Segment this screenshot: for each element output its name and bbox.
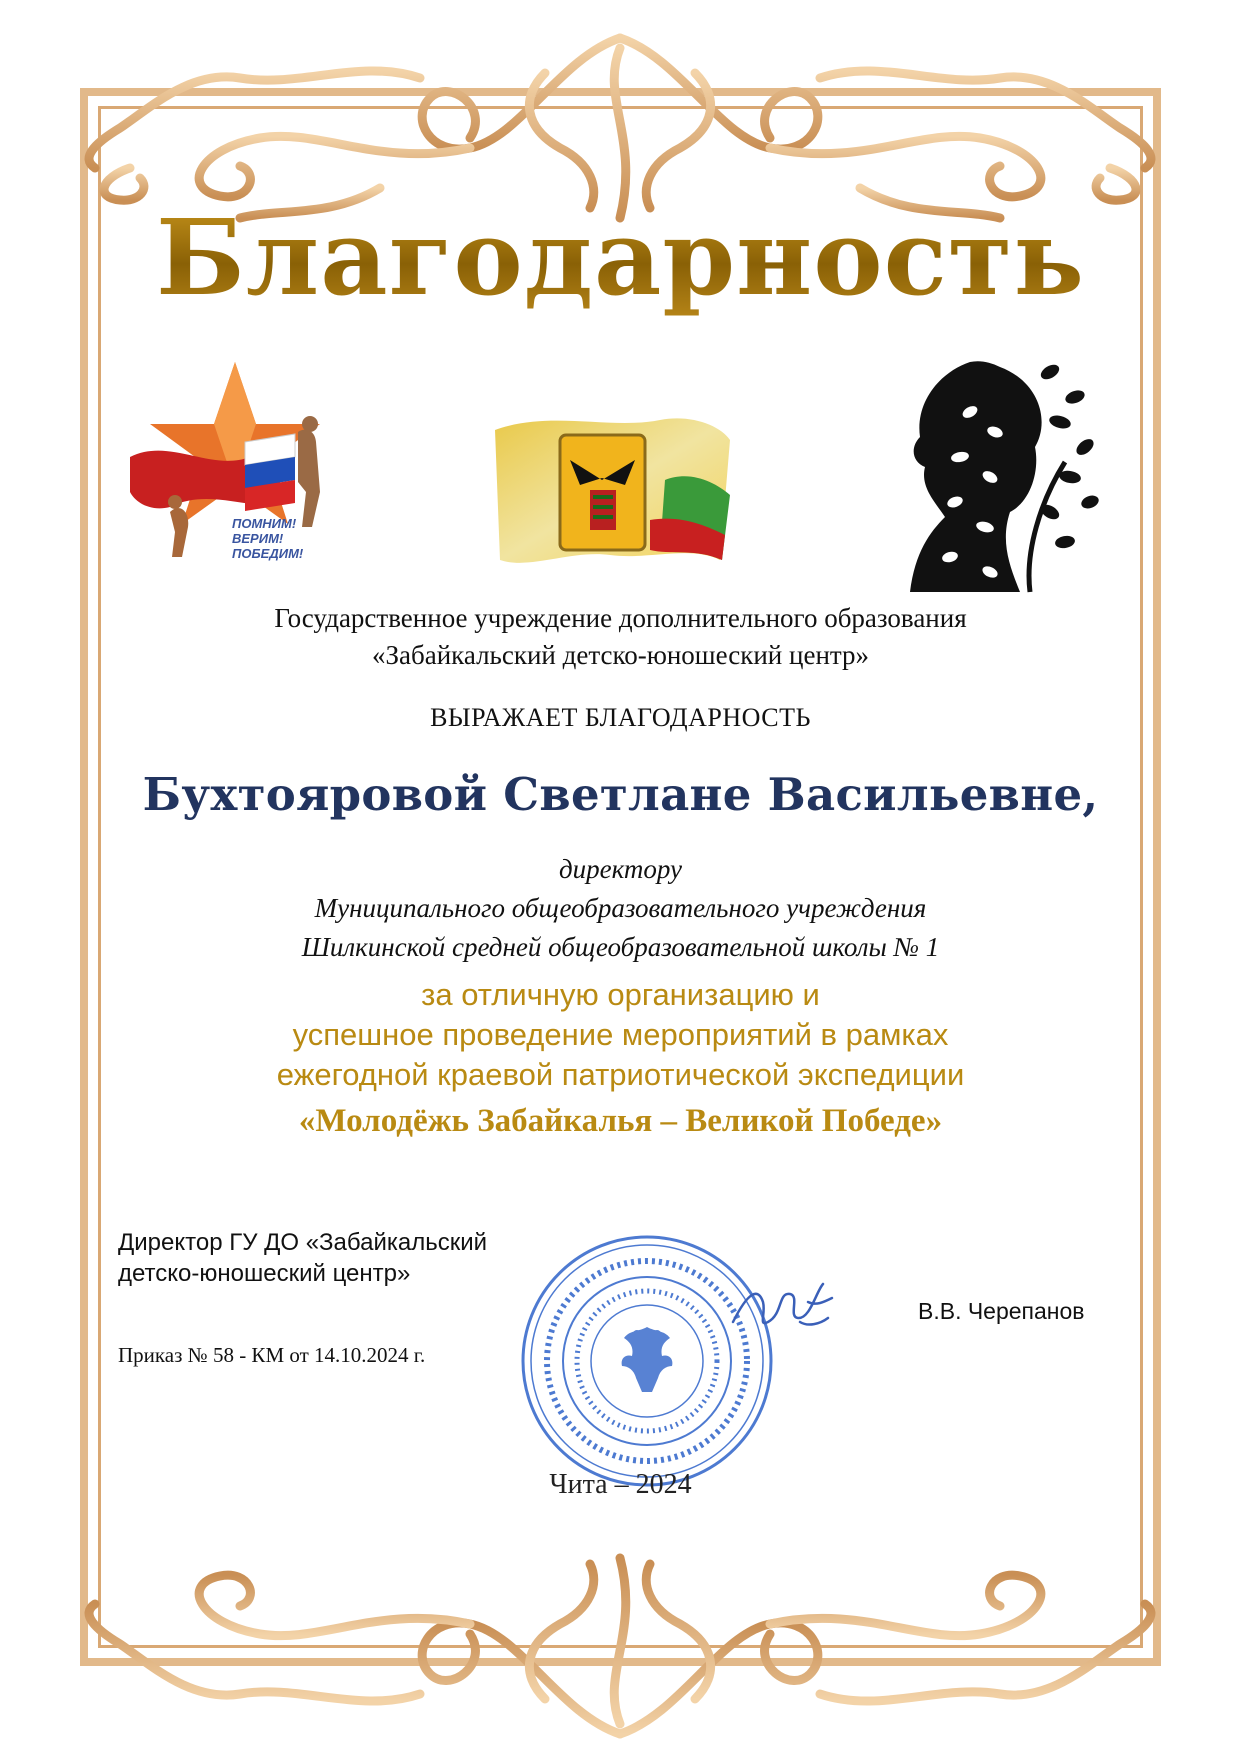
order-reference: Приказ № 58 - КМ от 14.10.2024 г.: [118, 1343, 426, 1367]
signer-title: [118, 1227, 487, 1289]
expedition-name: «Молодёжь Забайкалья – Великой Победе»: [298, 1103, 943, 1139]
logo-caption-line: ПОМНИМ!: [232, 516, 297, 531]
institution-line: Государственное учреждение дополнительного образования: [274, 603, 967, 633]
signer-name: В.В. Черепанов: [918, 1298, 1085, 1324]
signer-title-line: Директор ГУ ДО «Забайкальский: [118, 1229, 488, 1256]
tree-profile-logo-icon: [900, 352, 1100, 600]
reason-line: ежегодной краевой патриотической экспедиции: [276, 1057, 965, 1092]
logo-caption-line: ПОБЕДИМ!: [232, 546, 304, 561]
position-line: Шилкинской средней общеобразовательной школы № 1: [301, 932, 940, 962]
handwritten-signature-icon: [728, 1272, 838, 1342]
institution-line: «Забайкальский детско-юношеский центр»: [371, 640, 870, 670]
award-reason: [0, 975, 1241, 1095]
recipient-position: [0, 850, 1241, 967]
recipient-name: Бухтояровой Светлане Васильевне,: [142, 768, 1099, 821]
institution-name: [0, 600, 1241, 674]
reason-line: успешное проведение мероприятий в рамках: [292, 1017, 949, 1052]
logo-caption-line: ВЕРИМ!: [232, 531, 284, 546]
reason-line: за отличную организацию и: [421, 977, 820, 1012]
certificate-title: Благодарность: [0, 198, 1241, 318]
expresses-gratitude: ВЫРАЖАЕТ БЛАГОДАРНОСТЬ: [430, 703, 811, 732]
signer-title-line: детско-юношеский центр»: [118, 1260, 411, 1287]
logo-caption: [232, 516, 342, 561]
zabaikalsky-flag-emblem-icon: [490, 410, 735, 580]
bottom-ornament: [0, 1538, 1241, 1754]
city-year: Чита – 2024: [549, 1469, 692, 1500]
position-line: Муниципального общеобразовательного учреждения: [314, 893, 927, 923]
official-stamp-icon: [518, 1232, 776, 1490]
position-line: директору: [558, 854, 683, 884]
